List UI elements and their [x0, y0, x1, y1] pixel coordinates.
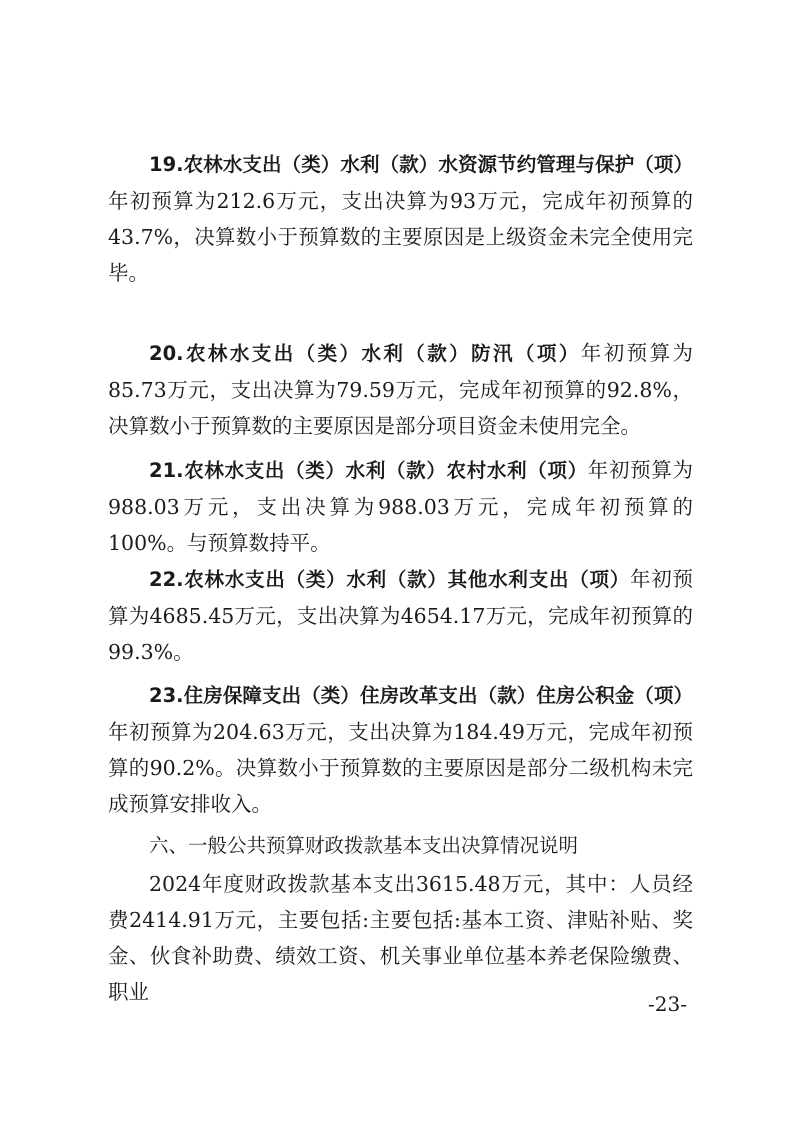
- item-body: 年初预算为85.73万元，支出决算为79.59万元，完成年初预算的92.8%，决算数小于预算数的主要原因是部分项目资金未使用完全。: [108, 341, 694, 438]
- paragraph-23: [108, 677, 693, 822]
- item-body: 年初预算为988.03万元，支出决算为988.03万元，完成年初预算的100%。与预算数持平。: [108, 458, 694, 555]
- item-heading: 21.农林水支出（类）水利（款）农村水利（项）: [149, 459, 588, 482]
- section-title: 六、一般公共预算财政拨款基本支出决算情况说明: [149, 834, 579, 857]
- item-heading: 22.农林水支出（类）水利（款）其他水利支出（项）: [149, 568, 630, 591]
- item-body: 年初预算为204.63万元，支出决算为184.49万元，完成年初预算的90.2%。决算数小于预算数的主要原因是部分二级机构未完成预算安排收入。: [108, 720, 693, 816]
- item-heading: 19.农林水支出（类）水利（款）水资源节约管理与保护（项）: [149, 153, 693, 176]
- item-heading: 20.农林水支出（类）水利（款）防汛（项）: [149, 342, 581, 365]
- paragraph-22: [108, 561, 693, 670]
- item-heading: 23.住房保障支出（类）住房改革支出（款）住房公积金（项）: [149, 684, 693, 707]
- paragraph-20: [108, 335, 693, 444]
- paragraph-21: [108, 452, 693, 561]
- paragraph-19: [108, 146, 693, 291]
- page-number: -23-: [648, 992, 687, 1016]
- section-body: 2024年度财政拨款基本支出3615.48万元，其中：人员经费2414.91万元，主要包括:主要包括:基本工资、津贴补贴、奖金、伙食补助费、绩效工资、机关事业单位基本养老保险缴费、职业: [108, 872, 693, 1004]
- item-body: 年初预算为212.6万元，支出决算为93万元，完成年初预算的43.7%，决算数小于预算数的主要原因是上级资金未完全使用完毕。: [108, 189, 693, 285]
- item-body: 年初预算为4685.45万元，支出决算为4654.17万元，完成年初预算的99.3%。: [108, 567, 694, 664]
